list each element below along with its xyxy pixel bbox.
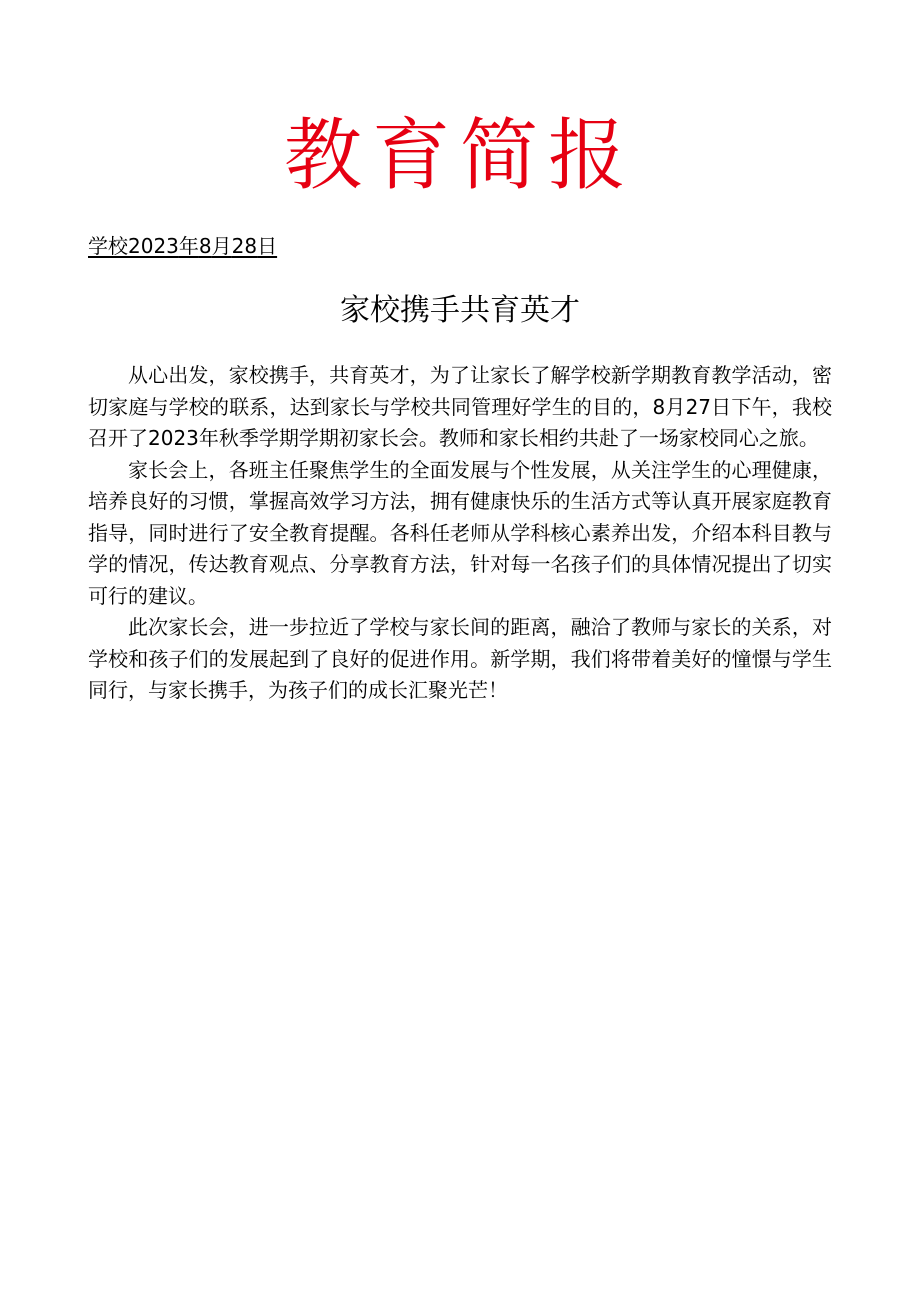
- dateline-day: 28: [231, 234, 258, 258]
- masthead-title: 教育简报: [283, 111, 636, 201]
- dateline-month: 8: [198, 234, 212, 258]
- article-headline: 家校携手共育英才: [340, 293, 580, 328]
- dateline: [88, 232, 277, 260]
- article-paragraph: 从心出发，家校携手，共育英才，为了让家长了解学校新学期教育教学活动，密切家庭与学校的联系，达到家长与学校共同管理好学生的目的，8月27日下午，我校召开了2023年秋季学期学期初家长会。教师和家长相约共赴了一场家校同心之旅。: [88, 363, 832, 450]
- dateline-year-unit: 年: [178, 234, 199, 258]
- article-paragraph: 此次家长会，进一步拉近了学校与家长间的距离，融洽了教师与家长的关系，对学校和孩子们的发展起到了良好的促进作用。新学期，我们将带着美好的憧憬与学生同行，与家长携手，为孩子们的成长汇聚光芒！: [88, 615, 832, 702]
- dateline-year: 2023: [128, 234, 179, 258]
- dateline-day-unit: 日: [257, 234, 278, 258]
- article-paragraph: 家长会上，各班主任聚焦学生的全面发展与个性发展，从关注学生的心理健康，培养良好的习惯，掌握高效学习方法，拥有健康快乐的生活方式等认真开展家庭教育指导，同时进行了安全教育提醒。各科任老师从学科核心素养出发，介绍本科目教与学的情况，传达教育观点、分享教育方法，针对每一名孩子们的具体情况提出了切实可行的建议。: [88, 457, 832, 608]
- dateline-prefix: 学校: [88, 234, 128, 258]
- article-body: [88, 360, 832, 707]
- dateline-month-unit: 月: [211, 234, 232, 258]
